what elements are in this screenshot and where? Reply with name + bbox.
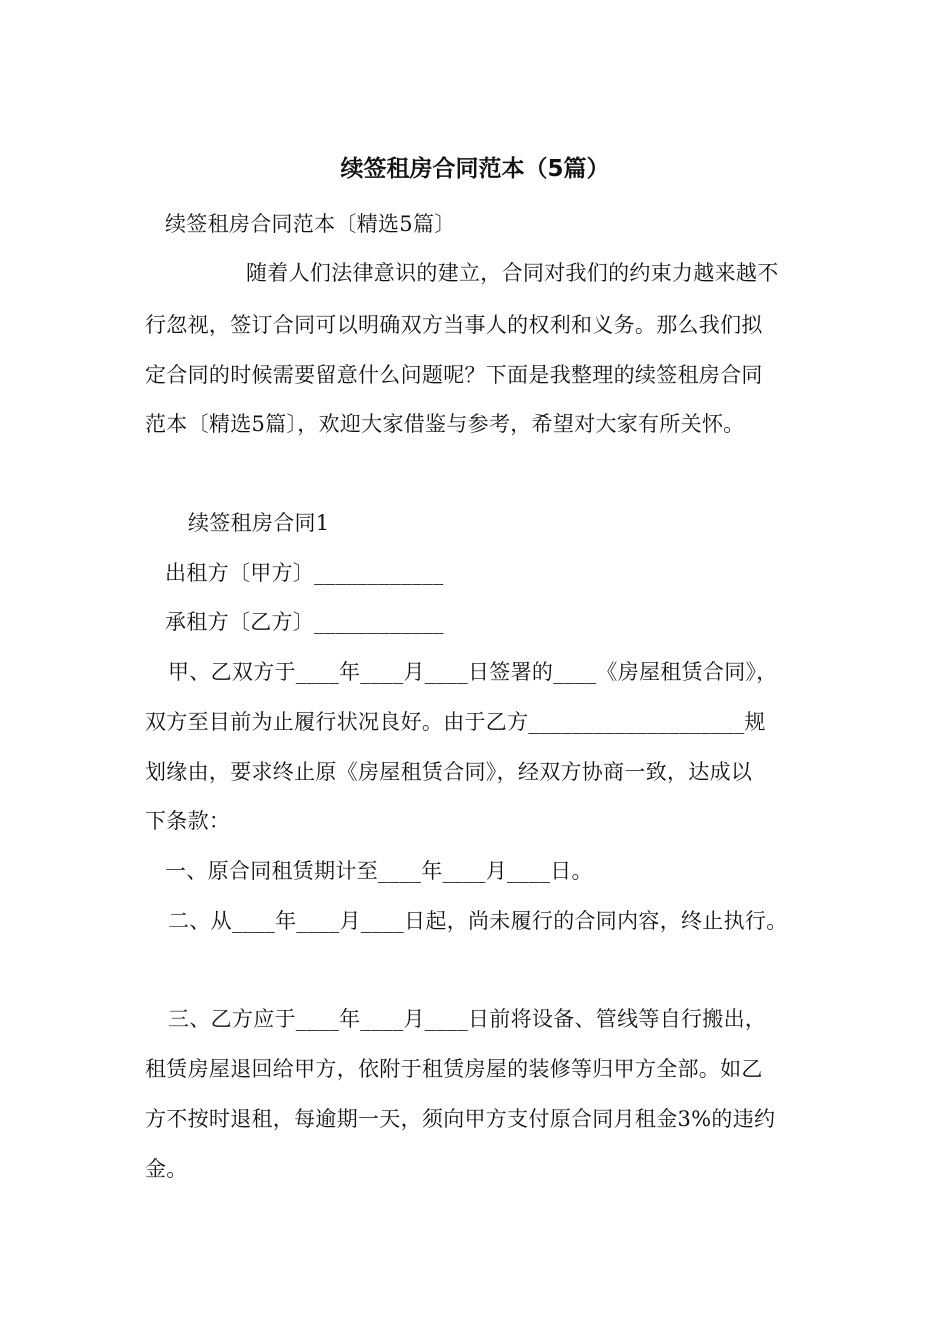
intro-line: 随着人们法律意识的建立，合同对我们的约束力越来越不 <box>246 261 779 285</box>
document-title: 续签租房合同范本（5篇） <box>340 156 610 182</box>
intro-line: 行忽视，签订合同可以明确双方当事人的权利和义务。那么我们拟 <box>145 313 763 337</box>
lessor-line: 出租方〔甲方〕____________ <box>165 561 444 585</box>
intro-line: 范本〔精选5篇〕，欢迎大家借鉴与参考，希望对大家有所关怀。 <box>145 412 745 436</box>
intro-line: 定合同的时候需要留意什么问题呢？下面是我整理的续签租房合同 <box>145 363 763 387</box>
clause-1: 一、原合同租赁期计至____年____月____日。 <box>165 859 593 883</box>
paragraph-line: 双方至目前为止履行状况良好。由于乙方____________________规 <box>145 710 766 734</box>
document-subtitle: 续签租房合同范本〔精选5篇〕 <box>165 212 456 236</box>
paragraph-line: 甲、乙双方于____年____月____日签署的____《房屋租赁合同》， <box>168 660 778 684</box>
clause-3-line: 三、乙方应于____年____月____日前将设备、管线等自行搬出， <box>168 1007 767 1031</box>
paragraph-line: 下条款： <box>145 809 231 833</box>
clause-3-line: 金。 <box>145 1157 188 1181</box>
paragraph-line: 划缘由，要求终止原《房屋租赁合同》，经双方协商一致，达成以 <box>145 760 753 784</box>
clause-2: 二、从____年____月____日起，尚未履行的合同内容，终止执行。 <box>168 909 788 933</box>
lessee-line: 承租方〔乙方〕____________ <box>165 610 444 634</box>
clause-3-line: 方不按时退租，每逾期一天，须向甲方支付原合同月租金3%的违约 <box>145 1107 776 1131</box>
clause-3-line: 租赁房屋退回给甲方，依附于租赁房屋的装修等归甲方全部。如乙 <box>145 1057 763 1081</box>
section-heading: 续签租房合同1 <box>188 511 330 535</box>
